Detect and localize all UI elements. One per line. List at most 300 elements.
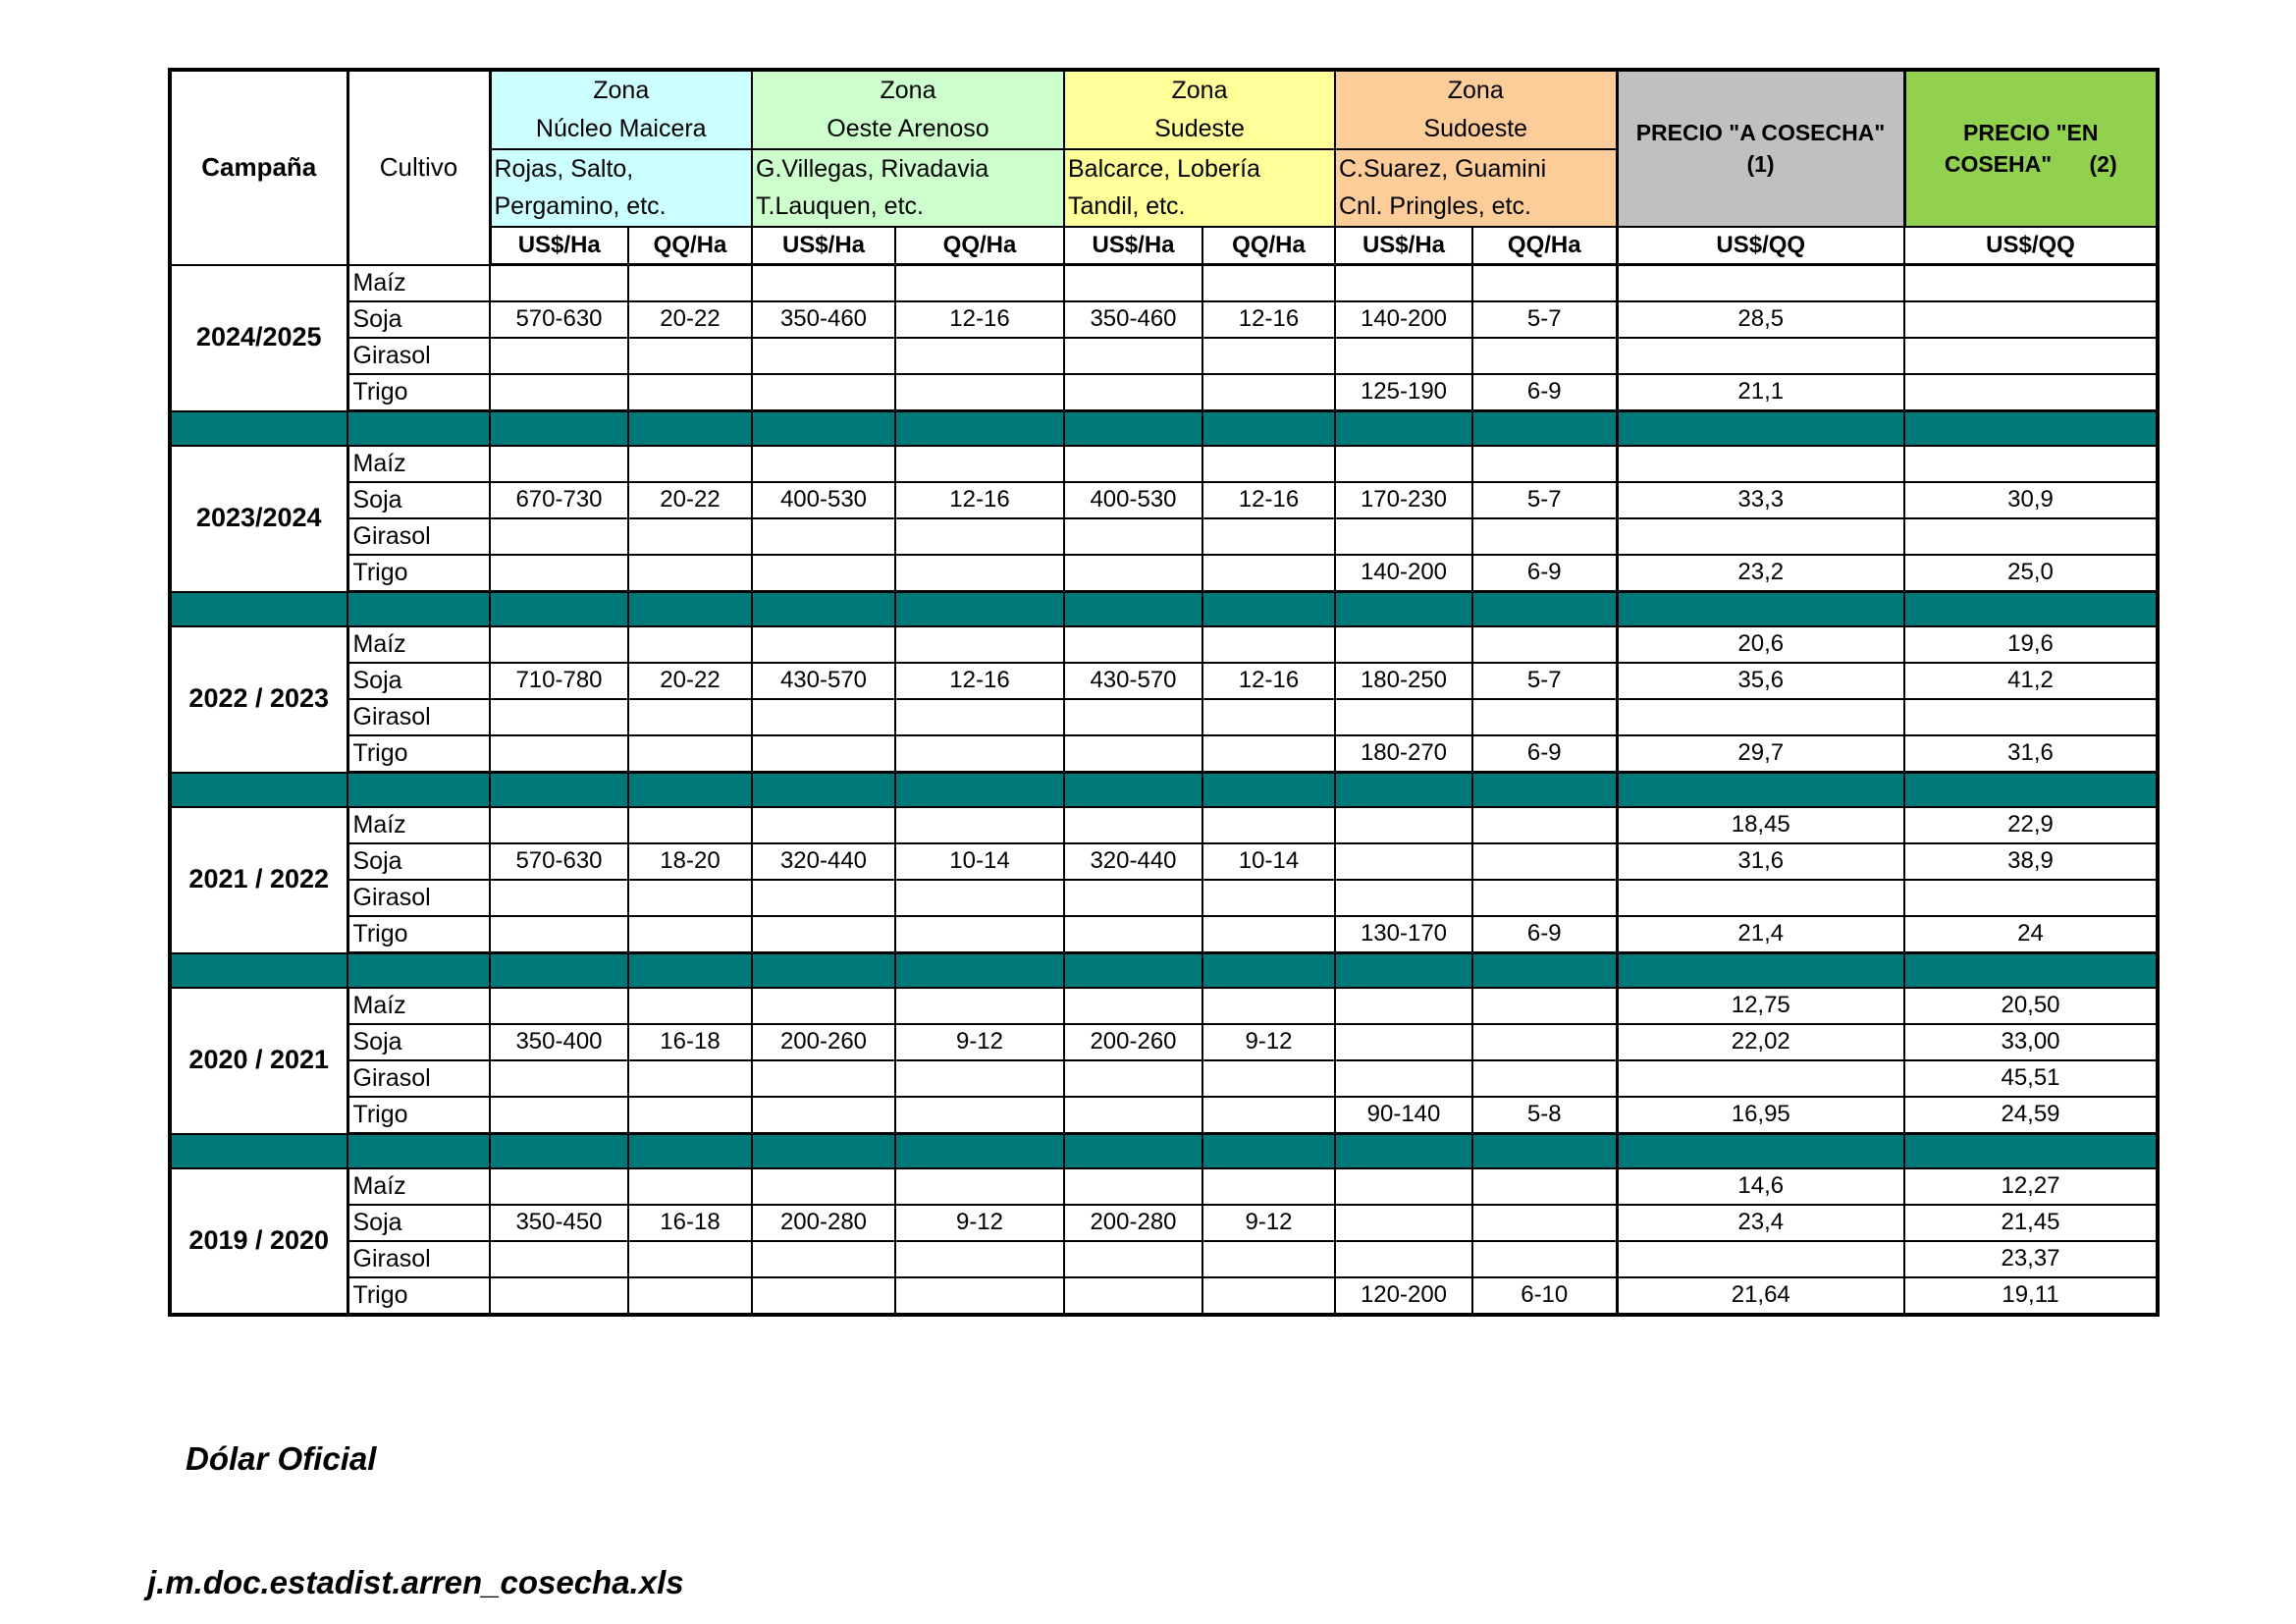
table-cell: [1335, 626, 1472, 663]
crop-name: Trigo: [347, 1097, 490, 1134]
separator-cell: [170, 411, 347, 447]
table-cell: [895, 807, 1064, 843]
crop-name: Soja: [347, 1024, 490, 1060]
table-cell: [1904, 374, 2158, 411]
table-cell: [895, 374, 1064, 411]
unit-usd-ha: US$/Ha: [490, 227, 628, 265]
separator-cell: [752, 953, 895, 989]
separator-cell: [895, 953, 1064, 989]
table-cell: [1617, 1060, 1904, 1097]
table-cell: [1202, 699, 1335, 735]
table-row: [170, 1024, 2158, 1060]
table-cell: 140-200: [1335, 301, 1472, 338]
table-cell: 22,9: [1904, 807, 2158, 843]
table-cell: 400-530: [1064, 482, 1202, 518]
table-cell: 23,2: [1617, 555, 1904, 592]
campaign-year: 2019 / 2020: [170, 1168, 347, 1315]
table-cell: [490, 1060, 628, 1097]
table-cell: 5-7: [1472, 482, 1617, 518]
crop-name: Maíz: [347, 1168, 490, 1205]
table-cell: 12-16: [1202, 482, 1335, 518]
table-cell: 28,5: [1617, 301, 1904, 338]
table-cell: [628, 1060, 752, 1097]
table-row: [170, 916, 2158, 953]
unit-qq-ha: QQ/Ha: [1202, 227, 1335, 265]
crop-name: Soja: [347, 301, 490, 338]
separator-cell: [1064, 953, 1202, 989]
separator-cell: [1064, 1134, 1202, 1169]
table-cell: 10-14: [895, 843, 1064, 880]
crop-name: Girasol: [347, 1241, 490, 1277]
table-cell: [1064, 807, 1202, 843]
table-cell: [490, 374, 628, 411]
table-cell: [752, 916, 895, 953]
table-cell: [1202, 988, 1335, 1024]
table-cell: [490, 1277, 628, 1315]
separator-cell: [1335, 773, 1472, 808]
table-cell: [1202, 518, 1335, 555]
separator-cell: [1472, 411, 1617, 447]
table-cell: [1202, 446, 1335, 482]
table-cell: 18,45: [1617, 807, 1904, 843]
crop-name: Trigo: [347, 735, 490, 773]
table-cell: [1617, 446, 1904, 482]
separator-cell: [1904, 953, 2158, 989]
separator-cell: [628, 1134, 752, 1169]
table-cell: 320-440: [752, 843, 895, 880]
table-cell: [490, 988, 628, 1024]
table-cell: 180-250: [1335, 663, 1472, 699]
table-cell: 20-22: [628, 663, 752, 699]
table-cell: [628, 880, 752, 916]
table-cell: 12-16: [1202, 301, 1335, 338]
separator-cell: [628, 411, 752, 447]
table-cell: 19,6: [1904, 626, 2158, 663]
separator-cell: [1335, 1134, 1472, 1169]
table-cell: 9-12: [895, 1024, 1064, 1060]
table-cell: 22,02: [1617, 1024, 1904, 1060]
separator-cell: [1617, 1134, 1904, 1169]
table-cell: [1202, 1097, 1335, 1134]
table-cell: [895, 1060, 1064, 1097]
table-cell: [752, 374, 895, 411]
table-cell: [1202, 1241, 1335, 1277]
table-cell: [752, 555, 895, 592]
table-cell: [490, 735, 628, 773]
zone-sudoeste-title: Zona Sudoeste: [1335, 70, 1617, 149]
table-cell: 21,4: [1617, 916, 1904, 953]
table-cell: [895, 1097, 1064, 1134]
table-cell: 350-460: [752, 301, 895, 338]
table-cell: [1335, 1241, 1472, 1277]
table-row: [170, 265, 2158, 302]
unit-qq-ha: QQ/Ha: [1472, 227, 1617, 265]
unit-usd-qq: US$/QQ: [1904, 227, 2158, 265]
table-cell: [1064, 446, 1202, 482]
table-cell: [1904, 699, 2158, 735]
table-cell: 125-190: [1335, 374, 1472, 411]
table-cell: [628, 735, 752, 773]
table-cell: [1202, 338, 1335, 374]
table-cell: [628, 1241, 752, 1277]
separator-cell: [1617, 592, 1904, 627]
table-cell: 31,6: [1904, 735, 2158, 773]
separator-cell: [347, 1134, 490, 1169]
table-cell: [1335, 1060, 1472, 1097]
crop-name: Girasol: [347, 699, 490, 735]
table-cell: [752, 880, 895, 916]
separator-cell: [170, 773, 347, 808]
table-cell: 180-270: [1335, 735, 1472, 773]
table-cell: [895, 735, 1064, 773]
table-cell: [1202, 374, 1335, 411]
crop-name: Girasol: [347, 338, 490, 374]
table-cell: 10-14: [1202, 843, 1335, 880]
crop-name: Soja: [347, 663, 490, 699]
table-cell: [1064, 338, 1202, 374]
separator-cell: [1064, 411, 1202, 447]
table-cell: 5-8: [1472, 1097, 1617, 1134]
table-row: [170, 880, 2158, 916]
table-cell: [1335, 807, 1472, 843]
table-cell: 21,64: [1617, 1277, 1904, 1315]
crop-name: Maíz: [347, 446, 490, 482]
table-cell: [1472, 807, 1617, 843]
separator-cell: [170, 953, 347, 989]
table-cell: [895, 338, 1064, 374]
table-cell: [752, 699, 895, 735]
table-cell: [490, 1241, 628, 1277]
unit-usd-ha: US$/Ha: [1335, 227, 1472, 265]
crop-name: Trigo: [347, 555, 490, 592]
separator-cell: [895, 411, 1064, 447]
table-cell: [628, 374, 752, 411]
table-cell: [1617, 518, 1904, 555]
table-row: [170, 807, 2158, 843]
table-cell: 200-280: [752, 1205, 895, 1241]
table-cell: [895, 1241, 1064, 1277]
table-cell: [1904, 880, 2158, 916]
table-cell: [1064, 1168, 1202, 1205]
campana-header: Campaña: [170, 70, 347, 265]
crop-name: Maíz: [347, 988, 490, 1024]
table-row: [170, 1060, 2158, 1097]
table-cell: 16,95: [1617, 1097, 1904, 1134]
table-cell: [628, 1097, 752, 1134]
table-cell: [1617, 699, 1904, 735]
separator-cell: [1064, 773, 1202, 808]
table-cell: 710-780: [490, 663, 628, 699]
table-cell: 14,6: [1617, 1168, 1904, 1205]
table-cell: 12-16: [895, 482, 1064, 518]
separator-row: [170, 411, 2158, 447]
table-cell: [1904, 301, 2158, 338]
unit-qq-ha: QQ/Ha: [628, 227, 752, 265]
table-cell: 350-460: [1064, 301, 1202, 338]
table-cell: [895, 699, 1064, 735]
table-cell: [752, 265, 895, 302]
separator-cell: [628, 592, 752, 627]
table-cell: [628, 265, 752, 302]
table-cell: [1617, 1241, 1904, 1277]
separator-cell: [752, 1134, 895, 1169]
campaign-year: 2024/2025: [170, 265, 347, 411]
crop-name: Soja: [347, 482, 490, 518]
table-cell: [1064, 265, 1202, 302]
table-cell: [1202, 807, 1335, 843]
table-cell: [628, 988, 752, 1024]
cultivo-header-label: Cultivo: [379, 152, 458, 183]
table-cell: [628, 699, 752, 735]
table-cell: [1472, 1024, 1617, 1060]
zone-sudeste-title: Zona Sudeste: [1064, 70, 1335, 149]
separator-cell: [752, 773, 895, 808]
table-row: [170, 663, 2158, 699]
table-cell: [628, 807, 752, 843]
separator-cell: [1472, 773, 1617, 808]
table-cell: [895, 916, 1064, 953]
table-cell: [1064, 988, 1202, 1024]
crop-name: Trigo: [347, 916, 490, 953]
crop-name: Girasol: [347, 1060, 490, 1097]
table-cell: [752, 1241, 895, 1277]
crop-name: Maíz: [347, 626, 490, 663]
separator-cell: [752, 592, 895, 627]
campaign-year: 2021 / 2022: [170, 807, 347, 953]
footer-file-name: j.m.doc.estadist.arren_cosecha.xls: [147, 1564, 684, 1600]
table-cell: [628, 446, 752, 482]
table-cell: [628, 626, 752, 663]
table-cell: [1472, 1168, 1617, 1205]
campaign-year: 2022 / 2023: [170, 626, 347, 773]
table-cell: [895, 446, 1064, 482]
table-cell: 9-12: [1202, 1205, 1335, 1241]
table-cell: 9-12: [895, 1205, 1064, 1241]
table-cell: [1064, 1060, 1202, 1097]
table-cell: [628, 518, 752, 555]
table-cell: [752, 735, 895, 773]
table-cell: [1335, 988, 1472, 1024]
table-cell: [490, 518, 628, 555]
zone-nucleo-maicera-title: Zona Núcleo Maicera: [490, 70, 752, 149]
table-cell: [490, 555, 628, 592]
table-cell: [1472, 265, 1617, 302]
table-cell: [1202, 916, 1335, 953]
table-cell: 19,11: [1904, 1277, 2158, 1315]
table-cell: [1202, 1060, 1335, 1097]
table-cell: [1064, 555, 1202, 592]
table-cell: [1472, 988, 1617, 1024]
separator-cell: [347, 953, 490, 989]
separator-cell: [895, 1134, 1064, 1169]
table-cell: [895, 1277, 1064, 1315]
table-cell: 12-16: [895, 301, 1064, 338]
crop-name: Soja: [347, 843, 490, 880]
table-row: [170, 482, 2158, 518]
table-cell: 16-18: [628, 1024, 752, 1060]
separator-cell: [1202, 773, 1335, 808]
separator-row: [170, 773, 2158, 808]
table-cell: 130-170: [1335, 916, 1472, 953]
separator-cell: [347, 773, 490, 808]
separator-row: [170, 1134, 2158, 1169]
table-cell: 20,6: [1617, 626, 1904, 663]
table-cell: 33,00: [1904, 1024, 2158, 1060]
table-cell: 90-140: [1335, 1097, 1472, 1134]
unit-usd-ha: US$/Ha: [752, 227, 895, 265]
table-cell: 12,75: [1617, 988, 1904, 1024]
table-cell: [628, 916, 752, 953]
table-cell: [895, 988, 1064, 1024]
crop-name: Girasol: [347, 518, 490, 555]
separator-cell: [895, 592, 1064, 627]
table-cell: [1064, 699, 1202, 735]
table-cell: 430-570: [1064, 663, 1202, 699]
table-cell: 12-16: [895, 663, 1064, 699]
table-cell: [1335, 338, 1472, 374]
table-cell: 20,50: [1904, 988, 2158, 1024]
table-cell: 21,45: [1904, 1205, 2158, 1241]
table-cell: [1472, 338, 1617, 374]
table-cell: [1335, 843, 1472, 880]
separator-cell: [1472, 592, 1617, 627]
table-cell: 350-450: [490, 1205, 628, 1241]
unit-usd-ha: US$/Ha: [1064, 227, 1202, 265]
table-cell: [895, 265, 1064, 302]
table-cell: [1904, 518, 2158, 555]
table-cell: 41,2: [1904, 663, 2158, 699]
separator-cell: [628, 953, 752, 989]
table-cell: [1472, 1241, 1617, 1277]
table-cell: [1202, 626, 1335, 663]
crop-name: Maíz: [347, 265, 490, 302]
table-cell: 200-280: [1064, 1205, 1202, 1241]
table-row: [170, 446, 2158, 482]
separator-cell: [895, 773, 1064, 808]
table-cell: [490, 880, 628, 916]
separator-cell: [1202, 592, 1335, 627]
table-cell: [1064, 374, 1202, 411]
table-cell: [1335, 1168, 1472, 1205]
table-row: [170, 301, 2158, 338]
separator-cell: [490, 953, 628, 989]
campaign-year: 2023/2024: [170, 446, 347, 592]
table-cell: [752, 1097, 895, 1134]
table-cell: [752, 1277, 895, 1315]
table-cell: [1472, 843, 1617, 880]
table-row: [170, 1097, 2158, 1134]
footer-dolar-oficial: Dólar Oficial: [186, 1440, 377, 1477]
table-cell: [752, 1168, 895, 1205]
separator-cell: [1904, 1134, 2158, 1169]
table-cell: [490, 446, 628, 482]
separator-cell: [1202, 1134, 1335, 1169]
separator-cell: [490, 592, 628, 627]
separator-cell: [1335, 592, 1472, 627]
crop-name: Trigo: [347, 374, 490, 411]
table-cell: [1202, 735, 1335, 773]
table-cell: [1472, 626, 1617, 663]
separator-cell: [1904, 411, 2158, 447]
table-cell: 24,59: [1904, 1097, 2158, 1134]
table-cell: [1064, 1277, 1202, 1315]
unit-qq-ha: QQ/Ha: [895, 227, 1064, 265]
table-cell: [1617, 880, 1904, 916]
table-cell: [895, 555, 1064, 592]
separator-cell: [490, 411, 628, 447]
table-cell: [1064, 626, 1202, 663]
separator-row: [170, 953, 2158, 989]
table-cell: 35,6: [1617, 663, 1904, 699]
table-cell: [752, 1060, 895, 1097]
table-cell: 430-570: [752, 663, 895, 699]
separator-cell: [490, 1134, 628, 1169]
table-cell: [1064, 916, 1202, 953]
table-cell: [752, 626, 895, 663]
table-cell: [1064, 1097, 1202, 1134]
table-cell: [628, 1168, 752, 1205]
separator-cell: [1617, 953, 1904, 989]
table-cell: 670-730: [490, 482, 628, 518]
table-cell: [1202, 265, 1335, 302]
table-cell: [895, 1168, 1064, 1205]
table-cell: 30,9: [1904, 482, 2158, 518]
table-cell: 570-630: [490, 843, 628, 880]
table-cell: 23,37: [1904, 1241, 2158, 1277]
table-row: [170, 988, 2158, 1024]
table-cell: 570-630: [490, 301, 628, 338]
table-cell: 12-16: [1202, 663, 1335, 699]
separator-cell: [1202, 411, 1335, 447]
table-cell: 33,3: [1617, 482, 1904, 518]
table-cell: [1472, 699, 1617, 735]
table-cell: 170-230: [1335, 482, 1472, 518]
table-cell: [490, 699, 628, 735]
table-cell: [895, 518, 1064, 555]
table-cell: [1472, 880, 1617, 916]
table-row: [170, 1205, 2158, 1241]
table-cell: [1202, 1168, 1335, 1205]
zone-nucleo-maicera-places: Rojas, Salto, Pergamino, etc.: [490, 149, 752, 228]
table-cell: [490, 1168, 628, 1205]
crop-name: Trigo: [347, 1277, 490, 1315]
table-cell: [490, 807, 628, 843]
table-cell: 12,27: [1904, 1168, 2158, 1205]
table-row: [170, 843, 2158, 880]
separator-cell: [1472, 953, 1617, 989]
table-cell: [752, 988, 895, 1024]
zone-oeste-arenoso-places: G.Villegas, Rivadavia T.Lauquen, etc.: [752, 149, 1064, 228]
separator-cell: [1335, 953, 1472, 989]
campaign-year: 2020 / 2021: [170, 988, 347, 1134]
table-cell: [1472, 1060, 1617, 1097]
table-cell: [628, 555, 752, 592]
table-cell: [1335, 699, 1472, 735]
table-cell: [752, 807, 895, 843]
table-cell: [1904, 338, 2158, 374]
table-cell: [1064, 880, 1202, 916]
table-row: [170, 374, 2158, 411]
table-cell: 25,0: [1904, 555, 2158, 592]
table-cell: 9-12: [1202, 1024, 1335, 1060]
separator-cell: [1202, 953, 1335, 989]
table-cell: 5-7: [1472, 663, 1617, 699]
table-cell: [1202, 1277, 1335, 1315]
table-cell: [1472, 446, 1617, 482]
table-cell: 23,4: [1617, 1205, 1904, 1241]
table-cell: [1064, 1241, 1202, 1277]
crop-name: Maíz: [347, 807, 490, 843]
